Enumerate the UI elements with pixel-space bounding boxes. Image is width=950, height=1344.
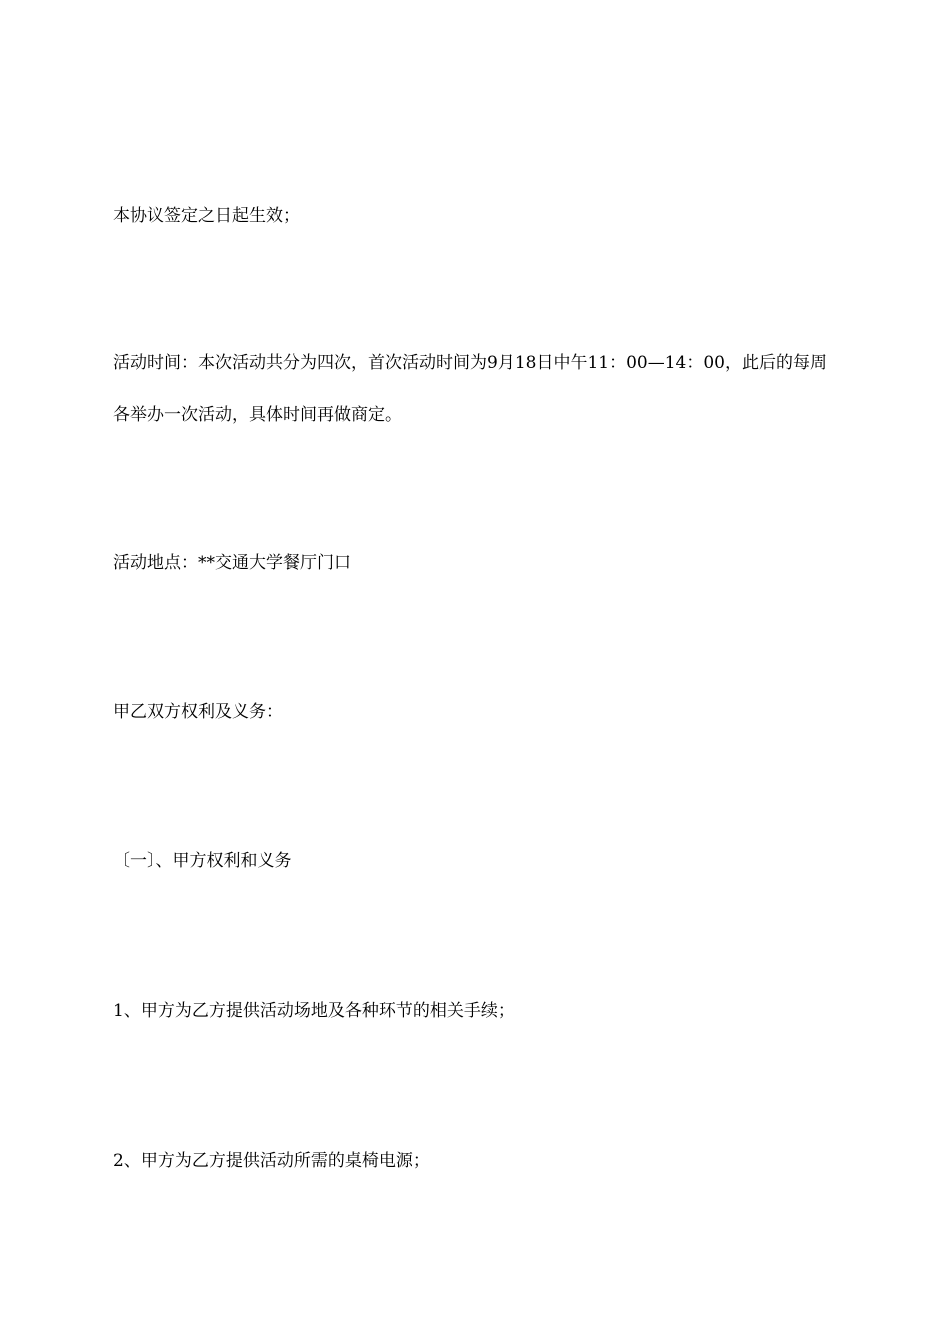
party-a-item-1: 1、甲方为乙方提供活动场地及各种环节的相关手续； <box>113 1001 515 1021</box>
subsection-party-a-heading: 〔一〕、甲方权利和义务 <box>113 851 292 871</box>
party-a-item-2: 2、甲方为乙方提供活动所需的桌椅电源； <box>113 1151 430 1171</box>
clause-effective-date: 本协议签定之日起生效； <box>113 206 300 226</box>
clause-activity-location: 活动地点：**交通大学餐厅门口 <box>113 553 351 573</box>
section-rights-obligations-heading: 甲乙双方权利及义务： <box>113 702 283 722</box>
clause-activity-time: 活动时间：本次活动共分为四次，首次活动时间为9月18日中午11：00—14：00，此后的每周各举办一次活动，具体时间再做商定。 <box>113 353 827 425</box>
